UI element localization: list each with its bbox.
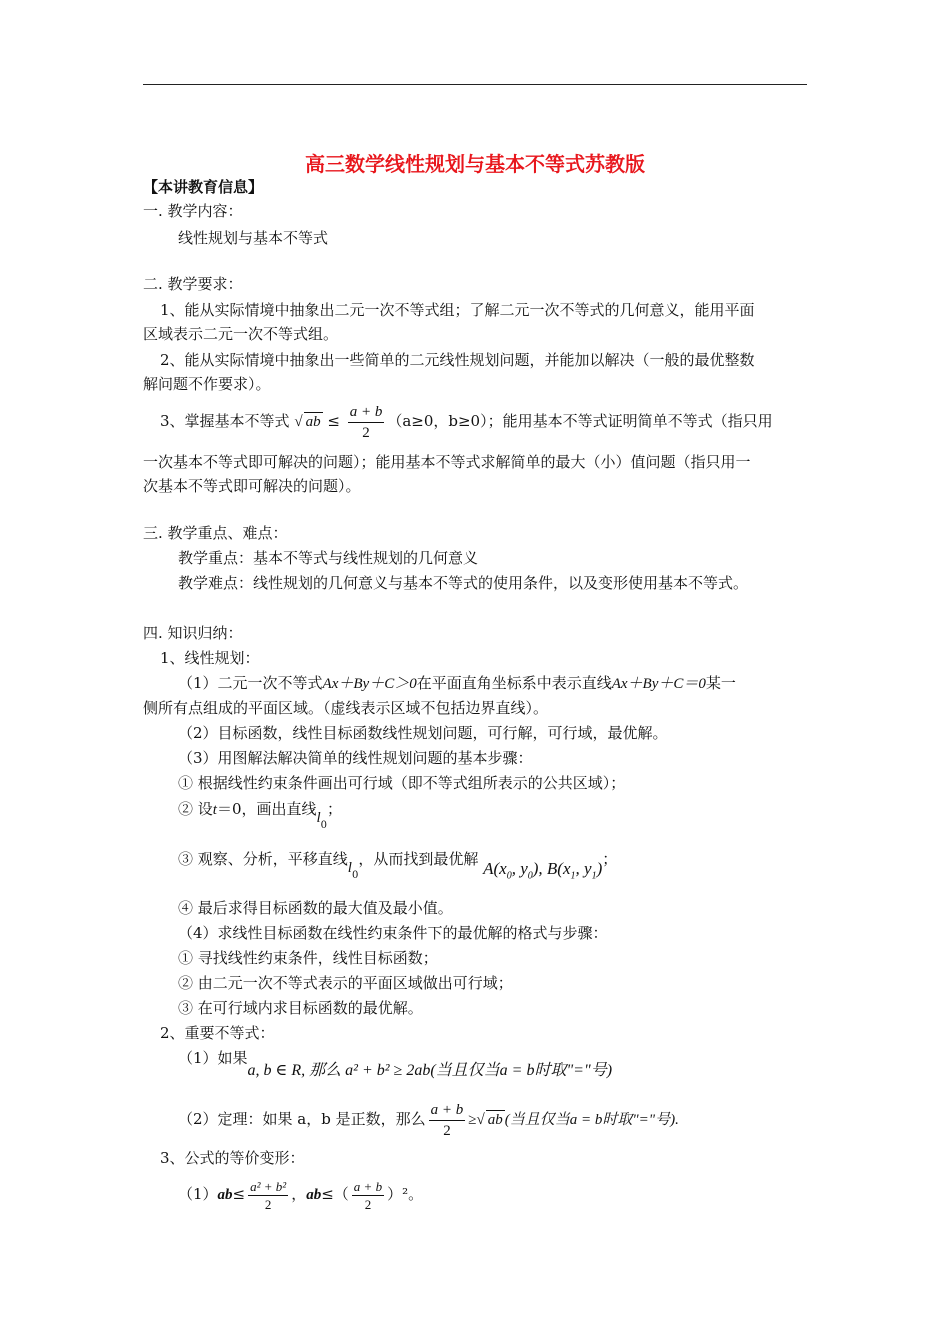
step3-points [483,859,603,882]
equiv-num2: a + b [353,1178,383,1194]
p1-expr1: Ax＋By＋C＞0 [322,676,417,692]
step2-sub: 0 [320,820,328,831]
sec1-heading: 一. 教学内容： [143,202,243,220]
p2: （2）目标函数，线性目标函数线性规划问题，可行解，可行域，最优解。 [178,724,668,742]
p4: （4）求线性目标函数在线性约束条件下的最优解的格式与步骤： [178,924,608,942]
equiv-le1: ≤ [232,1185,246,1203]
sec3-diff: 教学难点：线性规划的几何意义与基本不等式的使用条件，以及变形使用基本不等式。 [178,574,749,592]
sqrt-sign-2: √ [476,1112,485,1128]
step2-mid: ＝0，画出直线 [216,800,317,818]
step3-post: ； [602,850,618,868]
equiv-post: ）²。 [387,1185,424,1203]
step1: ① 根据线性约束条件画出可行域（即不等式组所表示的公共区域）； [178,774,626,792]
req3-num: a + b [348,402,385,423]
p1-mid: 在平面直角坐标系中表示直线 [416,674,612,692]
equiv-den1: 2 [264,1196,272,1212]
equiv1 [178,1170,423,1219]
step2-pre: ② 设 [178,800,213,818]
sec4-s3: 3、公式的等价变形： [160,1149,305,1167]
p1-line-a [178,672,736,695]
pt-b-sub2: 1 [591,870,597,882]
equiv-fraction2 [352,1178,384,1213]
header-rule [143,84,807,85]
equiv-sep: ， [291,1185,307,1203]
req3-cond: （a≥0，b≥0） [387,412,488,430]
pt-b-sub: 1 [570,870,576,882]
equiv-ab1: ab [217,1187,233,1203]
req3-fraction [348,402,385,443]
ineq2-post: (当且仅当a = b时取"="号). [504,1112,679,1128]
p1-post: 某一 [705,674,736,692]
fmt2: ② 由二元一次不等式表示的平面区域做出可行域； [178,974,513,992]
p1-pre: （1）二元一次不等式 [178,674,323,692]
ineq2-sqrt: ab [487,1112,503,1128]
step3-mid: ，从而找到最优解 [358,850,479,868]
pt-b-open: ), B(x [532,859,571,878]
equiv-pre: （1） [178,1185,218,1203]
pt-b-mid: , y [575,859,592,878]
ineq2-num: a + b [429,1100,466,1121]
sec1-body: 线性规划与基本不等式 [178,229,329,247]
ineq1-pre: （1）如果 [178,1049,248,1067]
equiv-ab2: ab [306,1187,322,1203]
step3-sub: 0 [351,870,359,881]
sec4-s2: 2、重要不等式： [160,1024,275,1042]
req3-le: ≤ [327,412,340,430]
p3: （3）用图解法解决简单的线性规划问题的基本步骤： [178,749,533,767]
sec4-s1: 1、线性规划： [160,649,260,667]
sec2-heading: 二. 教学要求： [143,275,243,293]
sqrt-sign: √ [294,414,303,430]
step3-l: l [347,860,352,876]
ineq1 [178,1047,613,1079]
fmt1: ① 寻找线性约束条件，线性目标函数； [178,949,438,967]
p1-expr2: Ax＋By＋C＝0 [611,676,706,692]
document-title: 高三数学线性规划与基本不等式苏教版 [305,152,645,176]
sec4-heading: 四. 知识归纳： [143,624,243,642]
step2-post: ； [327,800,343,818]
ineq2-fraction [429,1100,466,1141]
req3-post: ；能用基本不等式证明简单不等式（指只用 [487,412,773,430]
equiv-num1: a² + b² [250,1178,287,1194]
step2-t: t [212,802,217,818]
sec3-key: 教学重点：基本不等式与线性规划的几何意义 [178,549,479,567]
step4: ④ 最后求得目标函数的最大值及最小值。 [178,899,453,917]
pt-a-sub2: 0 [527,870,533,882]
ineq2-pre: （2）定理：如果 a，b 是正数，那么 [178,1110,426,1128]
pt-a-sub: 0 [506,870,512,882]
sec3-heading: 三. 教学重点、难点： [143,524,288,542]
p1-line-b: 侧所有点组成的平面区域。（虚线表示区域不包括边界直线）。 [143,699,549,717]
req1-line-a: 1、能从实际情境中抽象出二元一次不等式组；了解二元一次不等式的几何意义，能用平面 [160,301,755,319]
pt-a-mid: , y [511,859,528,878]
ineq1-expr: a, b ∈ R, 那么 a² + b² ≥ 2ab(当且仅当a = b时取"="号) [247,1062,613,1079]
req3-line-b: 一次基本不等式即可解决的问题）；能用基本不等式求解简单的最大（小）值问题（指只用一 [143,453,751,471]
ineq2-ge: ≥ [468,1112,477,1128]
ineq2 [178,1098,679,1141]
pt-a-open: A(x [483,859,507,878]
req3-pre: 3、掌握基本不等式 [160,412,290,430]
equiv-le2: ≤（ [321,1185,349,1203]
ineq2-den: 2 [443,1122,451,1139]
req3-sqrt: ab [305,414,321,430]
fmt3: ③ 在可行域内求目标函数的最优解。 [178,999,423,1017]
step2 [178,798,343,831]
pt-b-close: ) [596,859,603,878]
step3 [178,848,618,882]
equiv-den2: 2 [364,1196,372,1212]
req3-line-c: 次基本不等式即可解决的问题）。 [143,477,361,495]
req2-line-a: 2、能从实际情境中抽象出一些简单的二元线性规划问题，并能加以解决（一般的最优整数 [160,351,755,369]
info-header: 【本讲教育信息】 [143,178,264,196]
equiv-fraction1 [248,1178,288,1213]
req2-line-b: 解问题不作要求）。 [143,375,271,393]
step3-pre: ③ 观察、分析，平移直线 [178,850,348,868]
req3-line-a [160,400,773,443]
req1-line-b: 区域表示二元一次不等式组。 [143,325,339,343]
req3-den: 2 [362,424,370,441]
step2-l: l [316,810,321,826]
